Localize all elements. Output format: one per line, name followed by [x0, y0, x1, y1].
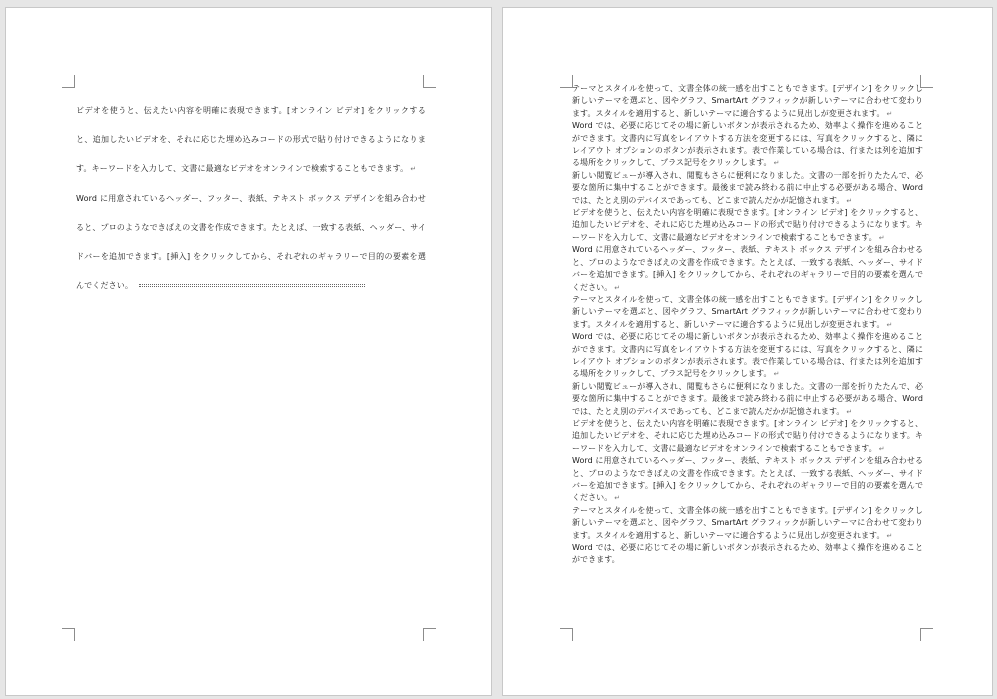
paragraph-mark: ↵	[878, 233, 885, 242]
paragraph[interactable]	[572, 294, 923, 331]
paragraph-mark: ↵	[886, 109, 893, 118]
margin-corner-top-left	[62, 75, 75, 88]
paragraph-mark: ↵	[773, 159, 780, 168]
paragraph-mark: ↵	[614, 283, 621, 292]
margin-corner-bottom-left	[62, 628, 75, 641]
paragraph[interactable]	[572, 542, 923, 567]
document-page-2[interactable]	[502, 7, 993, 696]
paragraph-text[interactable]: Word では、必要に応じてその場に新しいボタンが表示されるため、効率よく操作を進めることができます。	[572, 543, 923, 565]
paragraph[interactable]	[572, 207, 923, 244]
document-page-1[interactable]	[5, 7, 492, 696]
paragraph-text[interactable]: Word に用意されているヘッダー、フッター、表紙、テキスト ボックス デザインを組み合わせると、プロのようなできばえの文書を作成できます。たとえば、一致する表紙、ヘッダー、サイドバーを追加できます。[挿入] をクリックしてから、それぞれのギャラリーで目的の要素を選んでください。	[572, 245, 923, 292]
paragraph-text[interactable]: Word では、必要に応じてその場に新しいボタンが表示されるため、効率よく操作を進めることができます。文書内に写真をレイアウトする方法を変更するには、写真をクリックすると、隣にレイアウト オプションのボタンが表示されます。表で作業している場合は、行または列を追加する場所をクリックして、プラス記号をクリックします。	[572, 121, 923, 168]
section-break	[139, 284, 365, 287]
paragraph-text[interactable]: Word に用意されているヘッダー、フッター、表紙、テキスト ボックス デザインを組み合わせると、プロのようなできばえの文書を作成できます。たとえば、一致する表紙、ヘッダー、サイドバーを追加できます。[挿入] をクリックしてから、それぞれのギャラリーで目的の要素を選んでください。	[572, 456, 923, 503]
paragraph-text[interactable]: ビデオを使うと、伝えたい内容を明確に表現できます。[オンライン ビデオ] をクリックすると、追加したいビデオを、それに応じた埋め込みコードの形式で貼り付けできるようになります。キーワードを入力して、文書に最適なビデオをオンラインで検索することもできます。	[572, 208, 923, 242]
paragraph[interactable]	[572, 170, 923, 207]
paragraph[interactable]	[572, 455, 923, 505]
paragraph-text[interactable]: Word に用意されているヘッダー、フッター、表紙、テキスト ボックス デザインを組み合わせると、プロのようなできばえの文書を作成できます。たとえば、一致する表紙、ヘッダー、サイドバーを追加できます。[挿入] をクリックしてから、それぞれのギャラリーで目的の要素を選んでください。	[76, 194, 426, 290]
paragraph[interactable]	[572, 244, 923, 294]
paragraph-mark: ↵	[614, 494, 621, 503]
paragraph-text[interactable]: ビデオを使うと、伝えたい内容を明確に表現できます。[オンライン ビデオ] をクリックすると、追加したいビデオを、それに応じた埋め込みコードの形式で貼り付けできるようになります。キーワードを入力して、文書に最適なビデオをオンラインで検索することもできます。	[572, 418, 923, 453]
paragraph-text[interactable]: Word では、必要に応じてその場に新しいボタンが表示されるため、効率よく操作を進めることができます。文書内に写真をレイアウトする方法を変更するには、写真をクリックすると、隣にレイアウト オプションのボタンが表示されます。表で作業している場合は、行または列を追加する場所をクリックして、プラス記号をクリックします。	[572, 332, 923, 379]
paragraph-text[interactable]: テーマとスタイルを使って、文書全体の統一感を出すこともできます。[デザイン] をクリックし新しいテーマを選ぶと、図やグラフ、SmartArt グラフィックが新しいテーマに合わせて変わります。スタイルを適用すると、新しいテーマに適合するように見出しが変更されます。	[572, 294, 923, 329]
paragraph-mark: ↵	[878, 444, 885, 453]
paragraph-text[interactable]: テーマとスタイルを使って、文書全体の統一感を出すこともできます。[デザイン] をクリックし新しいテーマを選ぶと、図やグラフ、SmartArt グラフィックが新しいテーマに合わせて変わります。スタイルを適用すると、新しいテーマに適合するように見出しが変更されます。	[572, 84, 923, 118]
paragraph-mark: ↵	[886, 531, 893, 540]
page-2-body[interactable]	[572, 83, 923, 631]
paragraph-text[interactable]: テーマとスタイルを使って、文書全体の統一感を出すこともできます。[デザイン] をクリックし新しいテーマを選ぶと、図やグラフ、SmartArt グラフィックが新しいテーマに合わせて変わります。スタイルを適用すると、新しいテーマに適合するように見出しが変更されます。	[572, 505, 923, 540]
margin-corner-top-right	[423, 75, 436, 88]
paragraph-mark: ↵	[886, 320, 893, 329]
margin-corner-bottom-right	[423, 628, 436, 641]
paragraph-text[interactable]: ビデオを使うと、伝えたい内容を明確に表現できます。[オンライン ビデオ] をクリックすると、追加したいビデオを、それに応じた埋め込みコードの形式で貼り付けできるようになります。キーワードを入力して、文書に最適なビデオをオンラインで検索することもできます。	[76, 106, 426, 173]
paragraph-mark: ↵	[846, 196, 853, 205]
paragraph-text[interactable]: 新しい閲覧ビューが導入され、閲覧もさらに便利になりました。文書の一部を折りたたんで、必要な箇所に集中することができます。最後まで読み終わる前に中止する必要がある場合、Word では、たとえ別のデバイスであっても、どこまで読んだかが記憶されます。	[572, 381, 923, 416]
paragraph[interactable]	[572, 331, 923, 381]
paragraph[interactable]	[572, 418, 923, 455]
paragraph[interactable]	[76, 184, 426, 300]
paragraph-mark: ↵	[410, 165, 417, 173]
paragraph-mark: ↵	[773, 370, 780, 379]
paragraph-mark: ↵	[846, 407, 853, 416]
paragraph[interactable]	[572, 120, 923, 170]
paragraph[interactable]	[572, 381, 923, 418]
page-1-body[interactable]	[76, 96, 426, 300]
paragraph[interactable]	[572, 83, 923, 120]
paragraph-text[interactable]: 新しい閲覧ビューが導入され、閲覧もさらに便利になりました。文書の一部を折りたたんで、必要な箇所に集中することができます。最後まで読み終わる前に中止する必要がある場合、Word では、たとえ別のデバイスであっても、どこまで読んだかが記憶されます。	[572, 170, 923, 205]
paragraph[interactable]	[76, 96, 426, 184]
paragraph[interactable]	[572, 505, 923, 542]
